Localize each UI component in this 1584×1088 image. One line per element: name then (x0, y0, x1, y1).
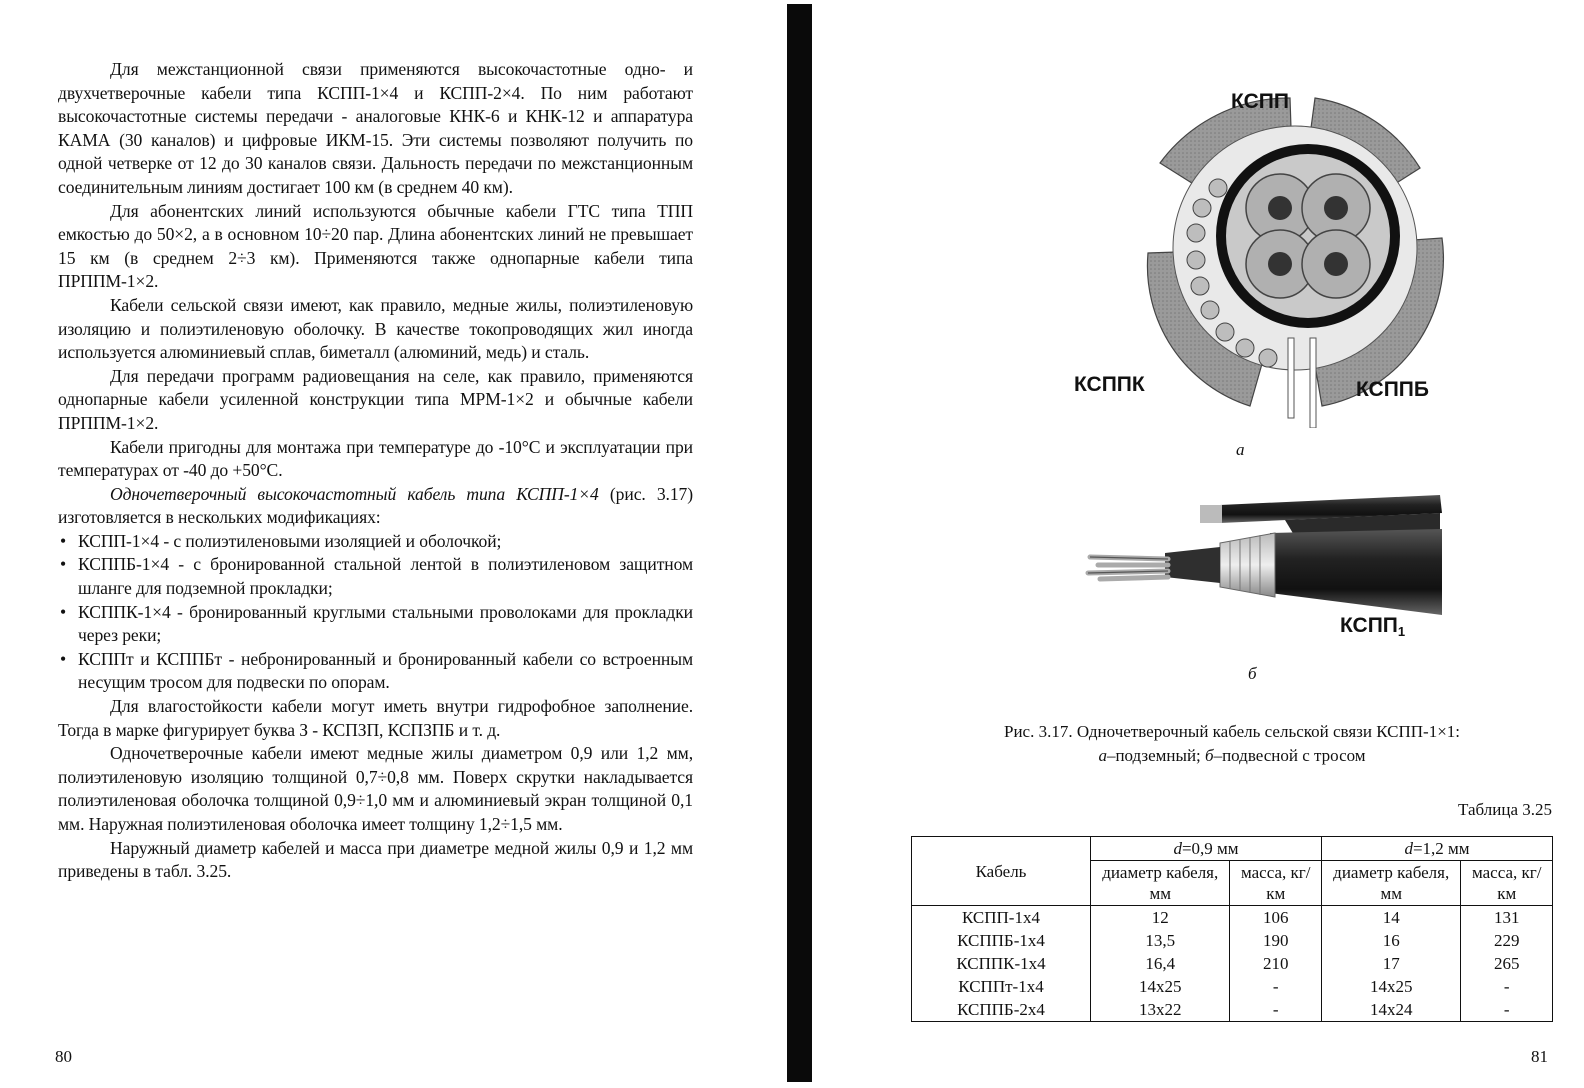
paragraph-moisture: Для влагостойкости кабели могут иметь внутри гидрофобное заполнение. Тогда в марке фигурирует буква З - КСПЗП, КСПЗПБ и т. д. (58, 696, 693, 740)
col-header-cable: Кабель (912, 837, 1091, 906)
paragraph-radio-broadcast: Для передачи программ радиовещания на селе, как правило, применяются однопарные кабели усиленной конструкции типа МРМ-1×2 и обычные кабели ПРППМ-1×2. (58, 365, 693, 433)
table-cell: 106 (1230, 906, 1322, 930)
col-header-mass: масса, кг/км (1230, 861, 1322, 906)
cable-cross-section-figure (1130, 88, 1460, 428)
paragraph-temperature: Кабели пригодны для монтажа при температуре до -10°С и эксплуатации при температурах от -40 до +50°С. (58, 436, 693, 481)
list-item: • КСПП-1×4 - с полиэтиленовыми изоляцией и оболочкой; (58, 530, 693, 554)
paragraph-conductors: Одночетверочные кабели имеют медные жилы диаметром 0,9 или 1,2 мм, полиэтиленовую изоляцию толщиной 0,7÷0,8 мм. Поверх скрутки накладывается полиэтиленовая оболочка толщиной 0,9÷1,0 мм и алюминиевый экран толщиной 0,1 мм. Наружная полиэтиленовая оболочка имеет толщину 1,2÷1,5 мм. (58, 743, 693, 834)
list-item: • КСППБ-1×4 - с бронированной стальной лентой в полиэтиленовом защитном шланге для подземной прокладки; (58, 553, 693, 600)
table-cell: 131 (1461, 906, 1553, 930)
label-ksppb: КСППБ (1356, 378, 1429, 401)
table-cell: 16 (1321, 929, 1460, 952)
figure-caption (952, 720, 1512, 768)
col-group-d09: d=0,9 мм (1091, 837, 1322, 861)
paragraph-modifications-intro (58, 483, 693, 530)
label-kspp: КСПП (1231, 90, 1289, 113)
left-page-body (58, 58, 693, 884)
table-cell: 14х25 (1321, 975, 1460, 998)
table-row (912, 929, 1553, 952)
figure-label-b: б (1248, 664, 1257, 683)
table-row (912, 906, 1553, 930)
table-cell: - (1230, 998, 1322, 1022)
intro-rest: (рис. 3.17) изготовляется в нескольких модификациях: (58, 483, 693, 528)
table-cell: 16,4 (1091, 952, 1230, 975)
paragraph-interstation: Для межстанционной связи применяются высокочастотные одно- и двухчетверочные кабели типа КСПП-1×4 и КСПП-2×4. По ним работают высокочастотные системы передачи - аналоговые КНК-6 и КНК-12 и аппаратура КАМА (30 каналов) и цифровые ИКМ-15. Эти системы позволяют получить по одной четверке от 12 до 30 каналов связи. Дальность передачи по межстанционным соединительным линиям достигает 100 км (в среднем 40 км). (58, 59, 693, 197)
col-header-mass: масса, кг/км (1461, 861, 1553, 906)
table-cell: 14 (1321, 906, 1460, 930)
table-row (912, 952, 1553, 975)
col-group-d12: d=1,2 мм (1321, 837, 1552, 861)
table-cell: 229 (1461, 929, 1553, 952)
table-cell: 14х25 (1091, 975, 1230, 998)
table-cell: 190 (1230, 929, 1322, 952)
paragraph-rural-cables: Кабели сельской связи имеют, как правило, медные жилы, полиэтиленовую изоляцию и полиэтиленовую оболочку. В качестве токопроводящих жил иногда используется алюминиевый сплав, биметалл (алюминий, медь) и сталь. (58, 294, 693, 363)
cell-cable-name: КСППБ-1х4 (912, 929, 1091, 952)
table-cell: 265 (1461, 952, 1553, 975)
italic-lead: Одночетверочный высокочастотный кабель типа КСПП-1×4 (110, 483, 599, 504)
table-cell: 17 (1321, 952, 1460, 975)
list-item: • КСППК-1×4 - бронированный круглыми стальными проволоками для прокладки через реки; (58, 601, 693, 648)
modification-list (58, 530, 693, 695)
left-page (0, 0, 787, 1088)
figure-label-a: а (1236, 440, 1245, 459)
table-cell: 13,5 (1091, 929, 1230, 952)
caption-line-2: а–подземный; б–подвесной с тросом (1098, 746, 1366, 765)
table-cell: - (1230, 975, 1322, 998)
label-kspp1: $КСПП_1$ (1340, 614, 1406, 640)
col-header-diameter: диаметр кабеля, мм (1091, 861, 1230, 906)
page-number-right: 81 (1531, 1047, 1548, 1066)
cell-cable-name: КСППБ-2х4 (912, 998, 1091, 1022)
page-number-left: 80 (55, 1047, 72, 1066)
book-spine-shadow (787, 4, 812, 1082)
table-number: Таблица 3.25 (1458, 800, 1552, 819)
table-row (912, 975, 1553, 998)
paragraph-subscriber-lines: Для абонентских линий используются обычные кабели ГТС типа ТПП емкостью до 50×2, а в основном 10÷20 пар. Длина абонентских линий не превышает 15 км (в среднем 2÷3 км). Применяются также однопарные кабели типа ПРППМ-1×2. (58, 200, 693, 292)
table-cell: 210 (1230, 952, 1322, 975)
table-cell: - (1461, 975, 1553, 998)
label-ksppk: КСППК (1074, 373, 1145, 396)
table-row (912, 998, 1553, 1022)
cell-cable-name: КСПП-1х4 (912, 906, 1091, 930)
cell-cable-name: КСППК-1х4 (912, 952, 1091, 975)
paragraph-table-reference: Наружный диаметр кабелей и масса при диаметре медной жилы 0,9 и 1,2 мм приведены в табл. 3.25. (58, 837, 693, 882)
list-item: • КСППт и КСППБт - небронированный и бронированный кабели со встроенным несущим тросом для подвески по опорам. (58, 648, 693, 695)
col-header-diameter: диаметр кабеля, мм (1321, 861, 1460, 906)
table-cell: 14х24 (1321, 998, 1460, 1022)
right-page (812, 0, 1584, 1088)
cable-data-table (911, 836, 1553, 1022)
table-cell: 12 (1091, 906, 1230, 930)
cell-cable-name: КСППт-1х4 (912, 975, 1091, 998)
table-cell: - (1461, 998, 1553, 1022)
caption-line-1: Рис. 3.17. Одночетверочный кабель сельской связи КСПП-1×1: (1003, 722, 1461, 741)
table-cell: 13х22 (1091, 998, 1230, 1022)
